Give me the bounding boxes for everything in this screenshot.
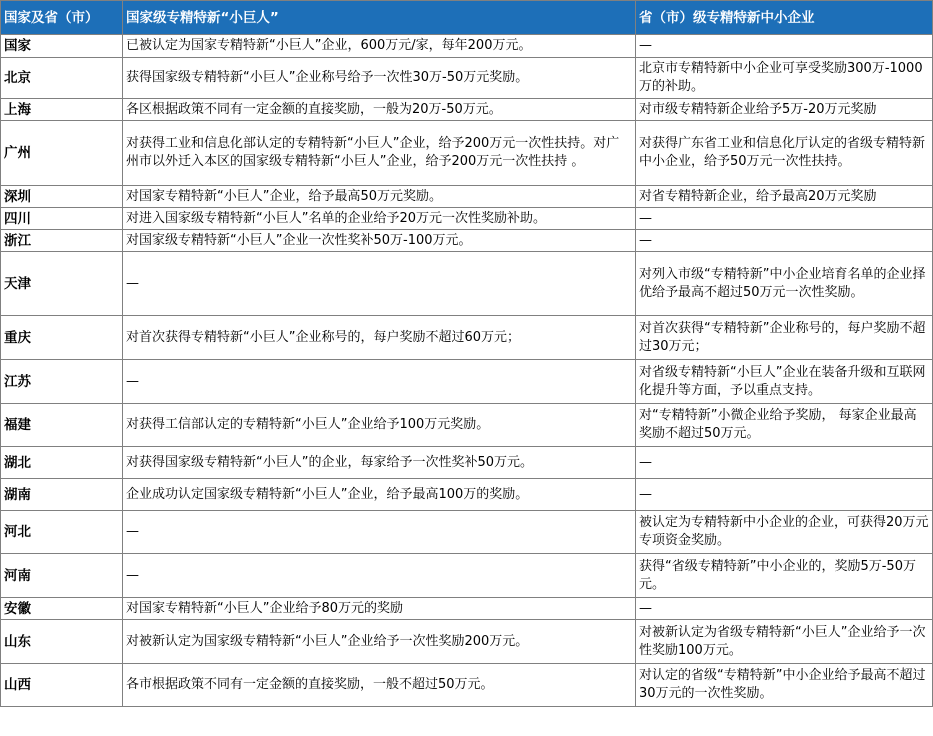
provincial-policy-cell: 对“专精特新”小微企业给予奖励， 每家企业最高奖励不超过50万元。: [636, 404, 933, 447]
provincial-policy-cell: 获得“省级专精特新”中小企业的，奖励5万-50万元。: [636, 554, 933, 598]
national-policy-cell: 对获得工信部认定的专精特新“小巨人”企业给予100万元奖励。: [123, 404, 636, 447]
table-row: [1, 664, 933, 707]
national-policy-cell: —: [123, 554, 636, 598]
provincial-policy-cell: —: [636, 208, 933, 230]
provincial-policy-cell: —: [636, 447, 933, 479]
table-row: [1, 511, 933, 554]
table-row: [1, 35, 933, 58]
table-row: [1, 58, 933, 99]
national-policy-cell: 对被新认定为国家级专精特新“小巨人”企业给予一次性奖励200万元。: [123, 620, 636, 664]
table-row: [1, 404, 933, 447]
national-policy-cell: —: [123, 511, 636, 554]
region-cell: 福建: [1, 404, 123, 447]
header-provincial: 省（市）级专精特新中小企业: [636, 1, 933, 35]
provincial-policy-cell: —: [636, 479, 933, 511]
table-row: [1, 252, 933, 316]
region-cell: 浙江: [1, 230, 123, 252]
national-policy-cell: —: [123, 252, 636, 316]
region-cell: 河南: [1, 554, 123, 598]
table-row: [1, 316, 933, 360]
header-row: [1, 1, 933, 35]
provincial-policy-cell: —: [636, 230, 933, 252]
provincial-policy-cell: 对被新认定为省级专精特新“小巨人”企业给予一次性奖励100万元。: [636, 620, 933, 664]
table-row: [1, 479, 933, 511]
region-cell: 安徽: [1, 598, 123, 620]
region-cell: 北京: [1, 58, 123, 99]
provincial-policy-cell: 对市级专精特新企业给予5万-20万元奖励: [636, 99, 933, 121]
national-policy-cell: 已被认定为国家专精特新“小巨人”企业，600万元/家，每年200万元。: [123, 35, 636, 58]
provincial-policy-cell: 对省级专精特新“小巨人”企业在装备升级和互联网化提升等方面，予以重点支持。: [636, 360, 933, 404]
table-row: [1, 208, 933, 230]
table-row: [1, 121, 933, 186]
region-cell: 山东: [1, 620, 123, 664]
national-policy-cell: 获得国家级专精特新“小巨人”企业称号给予一次性30万-50万元奖励。: [123, 58, 636, 99]
region-cell: 广州: [1, 121, 123, 186]
provincial-policy-cell: 对省专精特新企业，给予最高20万元奖励: [636, 186, 933, 208]
region-cell: 湖北: [1, 447, 123, 479]
region-cell: 山西: [1, 664, 123, 707]
table-row: [1, 360, 933, 404]
national-policy-cell: 对获得工业和信息化部认定的专精特新“小巨人”企业，给予200万元一次性扶持。对广州市以外迁入本区的国家级专精特新“小巨人”企业，给予200万元一次性扶持 。: [123, 121, 636, 186]
provincial-policy-cell: —: [636, 598, 933, 620]
national-policy-cell: 各区根据政策不同有一定金额的直接奖励，一般为20万-50万元。: [123, 99, 636, 121]
national-policy-cell: 对国家专精特新“小巨人”企业，给予最高50万元奖励。: [123, 186, 636, 208]
national-policy-cell: 各市根据政策不同有一定金额的直接奖励，一般不超过50万元。: [123, 664, 636, 707]
region-cell: 江苏: [1, 360, 123, 404]
provincial-policy-cell: 被认定为专精特新中小企业的企业，可获得20万元专项资金奖励。: [636, 511, 933, 554]
region-cell: 上海: [1, 99, 123, 121]
region-cell: 四川: [1, 208, 123, 230]
table-row: [1, 230, 933, 252]
region-cell: 国家: [1, 35, 123, 58]
provincial-policy-cell: 对首次获得“专精特新”企业称号的，每户奖励不超过30万元；: [636, 316, 933, 360]
table-row: [1, 447, 933, 479]
region-cell: 重庆: [1, 316, 123, 360]
national-policy-cell: —: [123, 360, 636, 404]
national-policy-cell: 企业成功认定国家级专精特新“小巨人”企业，给予最高100万的奖励。: [123, 479, 636, 511]
national-policy-cell: 对国家级专精特新“小巨人”企业一次性奖补50万-100万元。: [123, 230, 636, 252]
table-row: [1, 99, 933, 121]
region-cell: 深圳: [1, 186, 123, 208]
region-cell: 天津: [1, 252, 123, 316]
provincial-policy-cell: 对列入市级“专精特新”中小企业培育名单的企业择优给予最高不超过50万元一次性奖励。: [636, 252, 933, 316]
header-region: 国家及省（市）: [1, 1, 123, 35]
provincial-policy-cell: —: [636, 35, 933, 58]
provincial-policy-cell: 对认定的省级“专精特新”中小企业给予最高不超过30万元的一次性奖励。: [636, 664, 933, 707]
national-policy-cell: 对进入国家级专精特新“小巨人”名单的企业给予20万元一次性奖励补助。: [123, 208, 636, 230]
national-policy-cell: 对首次获得专精特新“小巨人”企业称号的，每户奖励不超过60万元；: [123, 316, 636, 360]
region-cell: 河北: [1, 511, 123, 554]
header-national: 国家级专精特新“小巨人”: [123, 1, 636, 35]
provincial-policy-cell: 北京市专精特新中小企业可享受奖励300万-1000万的补助。: [636, 58, 933, 99]
national-policy-cell: 对获得国家级专精特新“小巨人”的企业，每家给予一次性奖补50万元。: [123, 447, 636, 479]
provincial-policy-cell: 对获得广东省工业和信息化厅认定的省级专精特新中小企业，给予50万元一次性扶持。: [636, 121, 933, 186]
region-cell: 湖南: [1, 479, 123, 511]
table-row: [1, 598, 933, 620]
table-row: [1, 186, 933, 208]
national-policy-cell: 对国家专精特新“小巨人”企业给予80万元的奖励: [123, 598, 636, 620]
table-row: [1, 620, 933, 664]
table-row: [1, 554, 933, 598]
